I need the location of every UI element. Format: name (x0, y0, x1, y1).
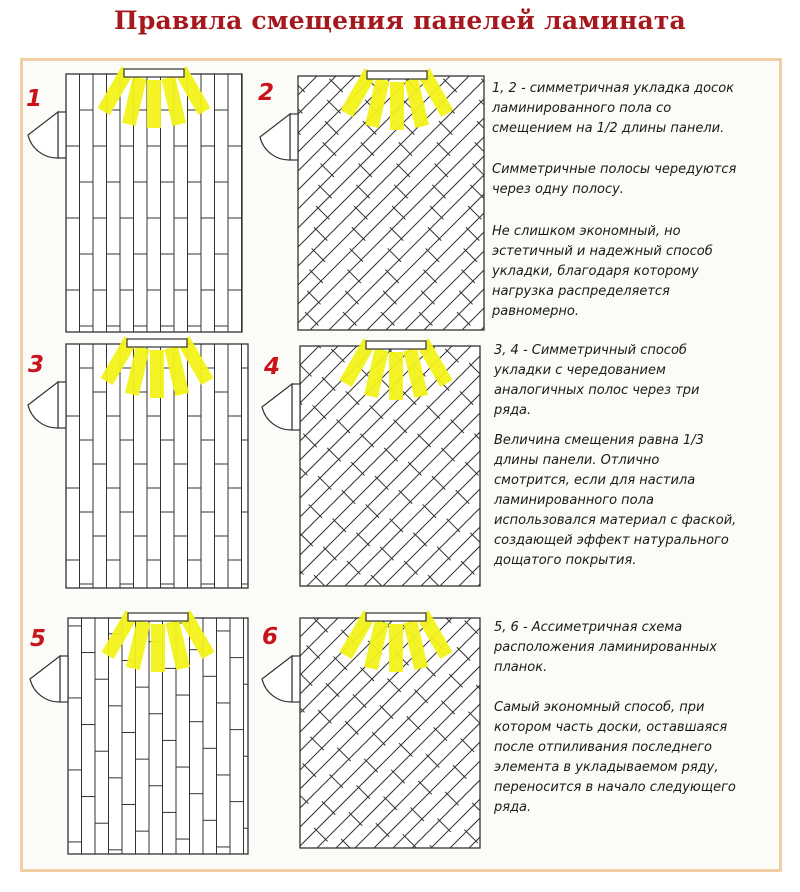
text-1-2-stripes: Симметричные полосы чередуются через одну полосу. (492, 162, 737, 197)
window-icon (367, 71, 427, 79)
text-1-2-description: Не слишком экономный, но эстетичный и надежный способ укладки, благодаря которому нагрузка распределяется равномерно. (492, 224, 713, 319)
panel-number-5: 5 (30, 626, 47, 652)
text-5-6-intro: 5, 6 - Ассиметричная схема расположения ламинированных планок. (494, 620, 717, 675)
panel-number-2: 2 (258, 80, 275, 106)
door-icon (262, 384, 300, 430)
floor-panel-1 (28, 66, 242, 332)
text-5-6-description: Самый экономный способ, при котором часть доски, оставшаяся после отпиливания последнего элемента в укладываемом ряду, переносится в начало следующего ряда. (494, 700, 736, 815)
window-icon (366, 341, 426, 349)
door-icon (28, 112, 66, 158)
window-icon (124, 69, 184, 77)
window-icon (366, 613, 426, 621)
panel-number-6: 6 (262, 624, 279, 650)
floor-panel-3 (28, 336, 248, 588)
panel-number-1: 1 (26, 86, 43, 112)
door-icon (260, 114, 298, 160)
text-3-4-description: Величина смещения равна 1/3 длины панели. Отлично смотрится, если для настила ламинированного пола использовался материал с фаской, создающей эффект натурального дощатого покрытия. (494, 433, 737, 568)
text-3-4-intro: 3, 4 - Симметричный способ укладки с чередованием аналогичных полос через три ряда. (494, 343, 700, 418)
floor-panel-5 (30, 610, 248, 854)
page-title: Правила смещения панелей ламината (114, 6, 686, 35)
door-icon (28, 382, 66, 428)
text-1-2-intro: 1, 2 - симметричная укладка досок ламинированного пола со смещением на 1/2 длины панели. (492, 81, 734, 136)
door-icon (262, 656, 300, 702)
window-icon (127, 339, 187, 347)
panel-number-4: 4 (264, 354, 281, 380)
panel-number-3: 3 (28, 352, 45, 378)
window-icon (128, 613, 188, 621)
door-icon (30, 656, 68, 702)
